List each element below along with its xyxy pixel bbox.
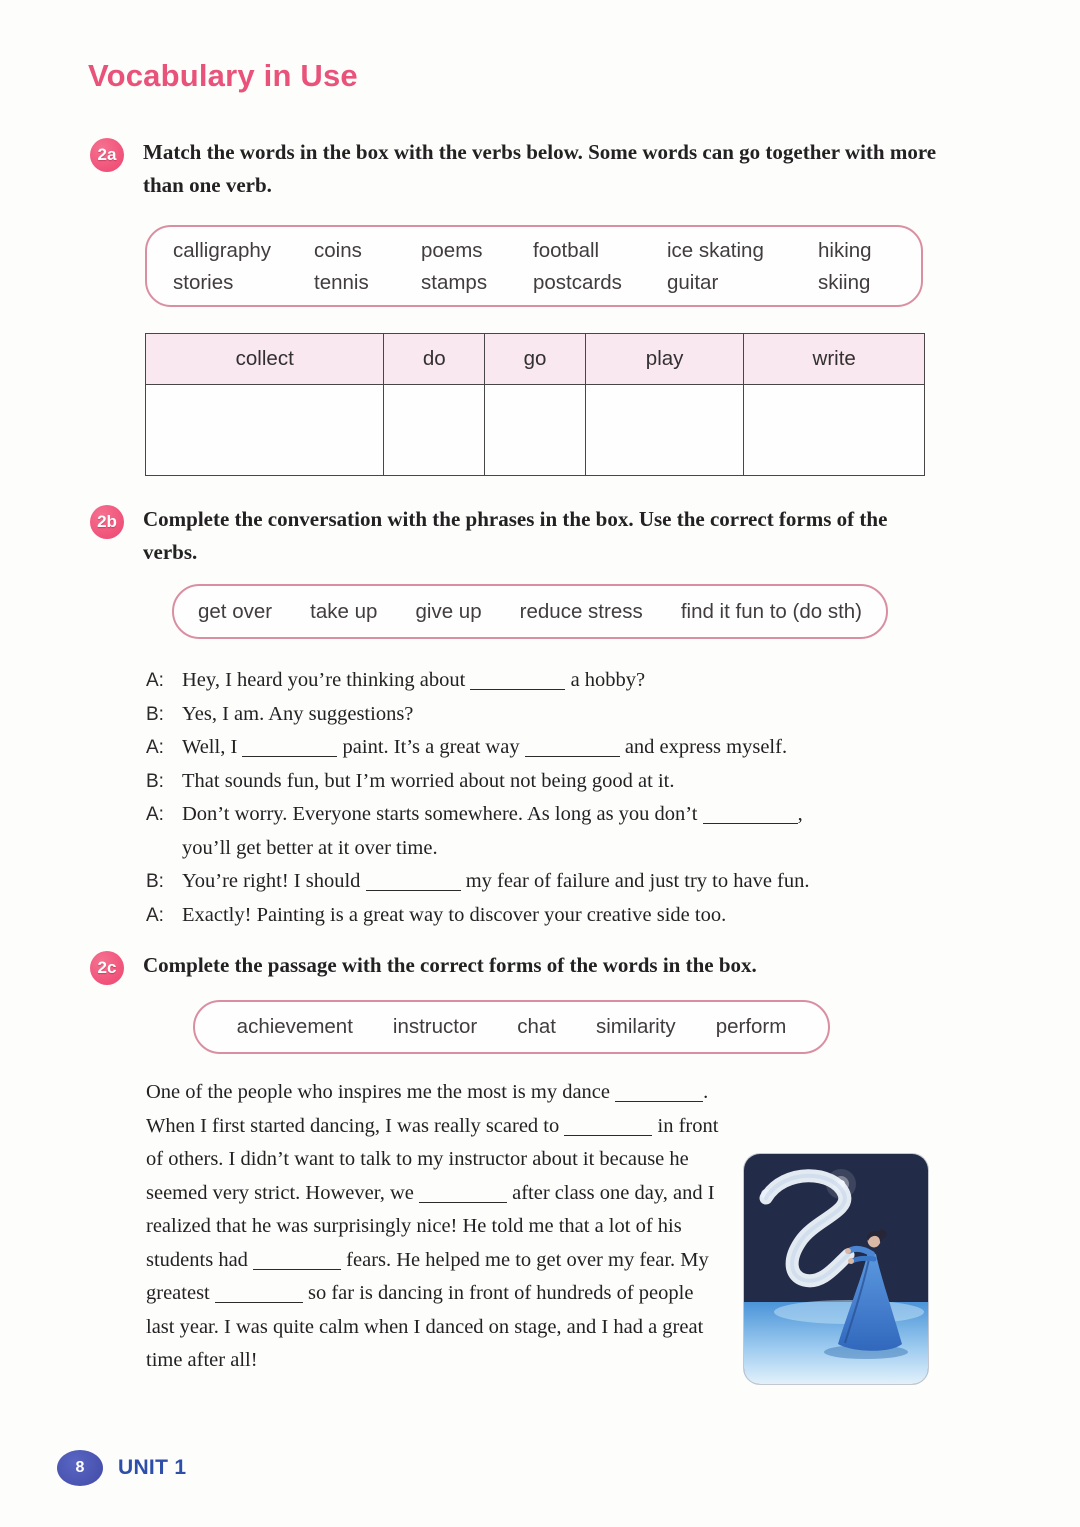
word-box-item: ice skating: [667, 239, 764, 262]
passage-fill-blank[interactable]: [419, 1181, 507, 1203]
word-box-item: calligraphy: [173, 239, 271, 262]
passage: One of the people who inspires me the most is my dance . When I first started dancing, I was really scared to in front of others. I didn’t want to talk to my instructor about it because he seemed very strict. However, we after class one day, and I realized that he was surprisingly nice! He told me that a lot of his students had fears. He helped me to get over my fear. My greatest so far is dancing in front of hundreds of people last year. I was quite calm when I danced on stage, and I had a great time after all!: [146, 1076, 928, 1378]
word-box-item: skiing: [818, 271, 871, 294]
word-box-item: coins: [314, 239, 362, 262]
speaker-label: A:: [146, 804, 164, 825]
speaker-label: A:: [146, 670, 164, 691]
table-answer-cell[interactable]: [384, 385, 485, 476]
word-box-item: instructor: [392, 1015, 478, 1038]
phrase-box-item: give up: [415, 599, 482, 623]
conversation-line: [146, 765, 958, 799]
conversation-line: [146, 798, 958, 865]
conversation-line: [146, 731, 958, 765]
passage-fill-blank[interactable]: [215, 1282, 303, 1304]
speaker-label: A:: [146, 737, 164, 758]
conversation-fill-blank[interactable]: [470, 669, 565, 691]
conversation-text: You’re right! I should my fear of failure and just try to have fun.: [182, 870, 810, 892]
section-2a-badge: 2a: [90, 138, 124, 172]
word-box-item: tennis: [314, 271, 369, 294]
section-2c-instruction: Complete the passage with the correct forms of the words in the box.: [143, 953, 757, 977]
conversation-text: Exactly! Painting is a great way to discover your creative side too.: [182, 903, 727, 926]
word-box-item: football: [533, 239, 600, 262]
phrase-box-item: take up: [310, 599, 378, 623]
section-2c-badge: 2c: [90, 951, 124, 985]
word-box-item: poems: [421, 239, 483, 262]
conversation-line: [146, 698, 958, 732]
section-2a-instruction: Match the words in the box with the verbs below. Some words can go together with more than one verb.: [143, 140, 937, 197]
conversation-line: [146, 865, 958, 899]
section-2c-header: [90, 949, 992, 985]
table-answer-cell[interactable]: [146, 385, 384, 476]
passage-fill-blank[interactable]: [253, 1248, 341, 1270]
conversation-fill-blank[interactable]: [525, 736, 620, 758]
conversation-text: Hey, I heard you’re thinking about a hobby?: [182, 669, 646, 691]
conversation: [146, 664, 958, 932]
dancer-illustration: [744, 1154, 928, 1384]
unit-label: UNIT 1: [118, 1456, 187, 1479]
word-box-2a: [145, 225, 923, 307]
table-header-cell: write: [744, 334, 925, 385]
page-number-badge: 8: [57, 1450, 103, 1486]
section-2a-header: [90, 136, 992, 202]
conversation-text: Don’t worry. Everyone starts somewhere. As long as you don’t , you’ll get better at it over time.: [182, 803, 803, 859]
word-box-2c: [193, 1000, 830, 1054]
conversation-text: Well, I paint. It’s a great way and express myself.: [182, 736, 788, 758]
table-answer-cell[interactable]: [585, 385, 743, 476]
word-box-item: achievement: [236, 1015, 353, 1038]
phrase-box-item: get over: [198, 599, 273, 623]
table-header-cell: collect: [146, 334, 384, 385]
conversation-fill-blank[interactable]: [366, 870, 461, 892]
phrase-box-item: find it fun to (do sth): [680, 599, 862, 623]
speaker-label: A:: [146, 904, 164, 926]
word-box-item: hiking: [818, 239, 872, 262]
conversation-fill-blank[interactable]: [242, 736, 337, 758]
conversation-line: [146, 899, 958, 933]
word-box-item: chat: [517, 1015, 556, 1038]
word-box-item: stories: [173, 271, 234, 294]
page-footer: [57, 1450, 186, 1486]
dancer-photo: [744, 1154, 928, 1384]
verbs-table: [145, 333, 925, 476]
table-header-cell: go: [485, 334, 586, 385]
conversation-fill-blank[interactable]: [703, 803, 798, 825]
conversation-line: [146, 664, 958, 698]
passage-fill-blank[interactable]: [564, 1114, 652, 1136]
phrase-box-item: reduce stress: [519, 599, 643, 623]
word-box-item: postcards: [533, 271, 622, 294]
conversation-text: That sounds fun, but I’m worried about not being good at it.: [182, 769, 675, 792]
table-header-cell: play: [585, 334, 743, 385]
phrase-box-2b: [172, 584, 888, 639]
word-box-item: perform: [715, 1015, 787, 1038]
speaker-label: B:: [146, 770, 164, 792]
speaker-label: B:: [146, 703, 164, 725]
table-answer-cell[interactable]: [485, 385, 586, 476]
passage-fill-blank[interactable]: [615, 1081, 703, 1103]
table-header-cell: do: [384, 334, 485, 385]
table-answer-cell[interactable]: [744, 385, 925, 476]
section-2b-badge: 2b: [90, 505, 124, 539]
page-title: Vocabulary in Use: [88, 58, 358, 93]
conversation-text: Yes, I am. Any suggestions?: [182, 702, 414, 725]
word-box-item: similarity: [595, 1015, 676, 1038]
word-box-item: stamps: [421, 271, 488, 294]
section-2b-header: [90, 503, 992, 569]
word-box-item: guitar: [667, 271, 719, 294]
speaker-label: B:: [146, 871, 164, 892]
section-2b-instruction: Complete the conversation with the phrases in the box. Use the correct forms of the verbs.: [143, 507, 888, 564]
